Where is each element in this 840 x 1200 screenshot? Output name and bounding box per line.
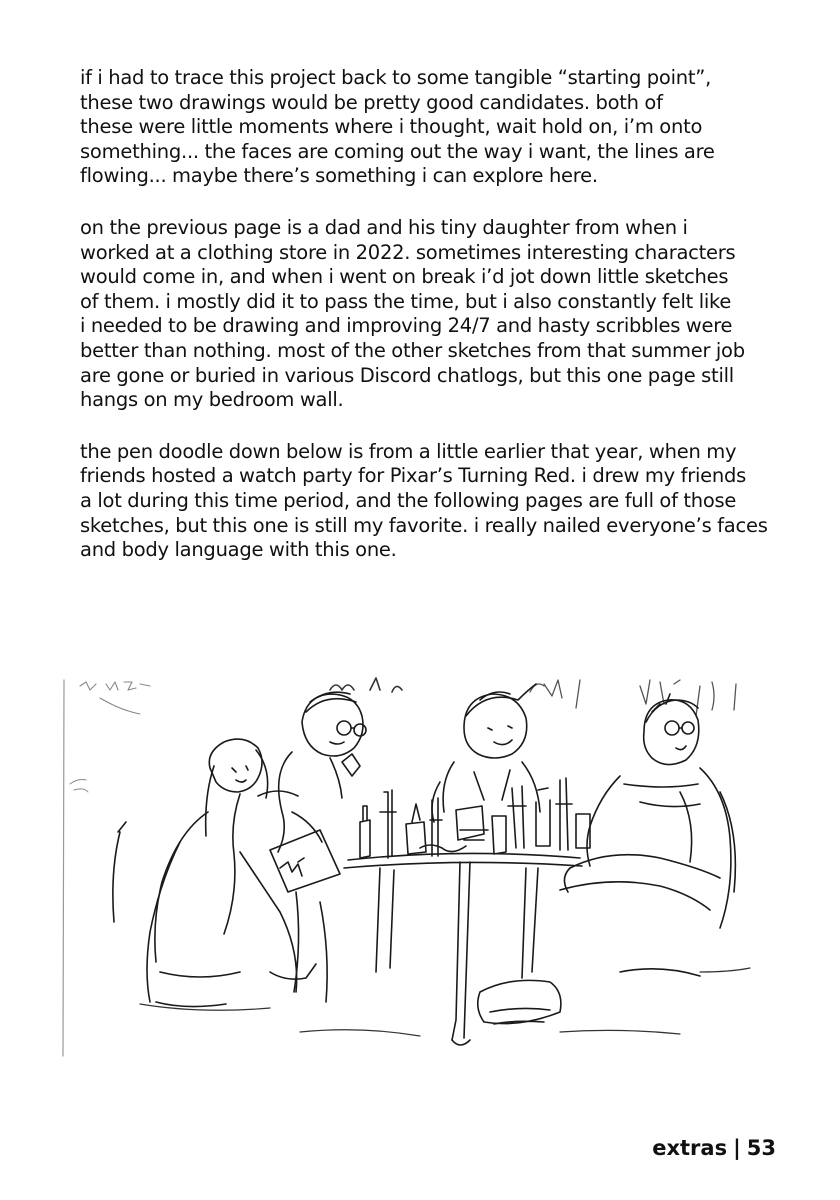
text-line: something... the faces are coming out the way i want, the lines are [80, 139, 715, 163]
paragraph-1 [80, 66, 785, 189]
text-line: if i had to trace this project back to some tangible “starting point”, [80, 66, 712, 89]
text-line: sketches, but this one is still my favorite. i really nailed everyone’s faces [80, 513, 768, 537]
text-line: friends hosted a watch party for Pixar’s Turning Red. i drew my friends [80, 464, 747, 488]
pen-sketch-watch-party [60, 672, 760, 1064]
text-line: the pen doodle down below is from a little earlier that year, when my [80, 439, 737, 463]
text-line: are gone or buried in various Discord chatlogs, but this one page still [80, 363, 734, 387]
text-line: flowing... maybe there’s something i can explore here. [80, 164, 598, 188]
footer-separator: | [733, 1136, 741, 1160]
section-label: extras [652, 1136, 728, 1160]
body-text [80, 66, 785, 590]
text-line: hangs on my bedroom wall. [80, 388, 344, 412]
paragraph-2 [80, 216, 785, 413]
text-line: i needed to be drawing and improving 24/7 and hasty scribbles were [80, 314, 733, 338]
text-line: of them. i mostly did it to pass the time, but i also constantly felt like [80, 289, 732, 313]
page-number: 53 [746, 1136, 776, 1160]
text-line: would come in, and when i went on break i’d jot down little sketches [80, 265, 729, 289]
text-line: better than nothing. most of the other sketches from that summer job [80, 338, 745, 362]
text-line: and body language with this one. [80, 538, 397, 562]
text-line: on the previous page is a dad and his tiny daughter from when i [80, 215, 688, 239]
paragraph-3 [80, 440, 785, 563]
text-line: a lot during this time period, and the following pages are full of those [80, 488, 737, 512]
text-line: these two drawings would be pretty good candidates. both of [80, 90, 663, 114]
page-footer [652, 1136, 776, 1160]
text-line: these were little moments where i thought, wait hold on, i’m onto [80, 115, 703, 139]
text-line: worked at a clothing store in 2022. sometimes interesting characters [80, 240, 736, 264]
